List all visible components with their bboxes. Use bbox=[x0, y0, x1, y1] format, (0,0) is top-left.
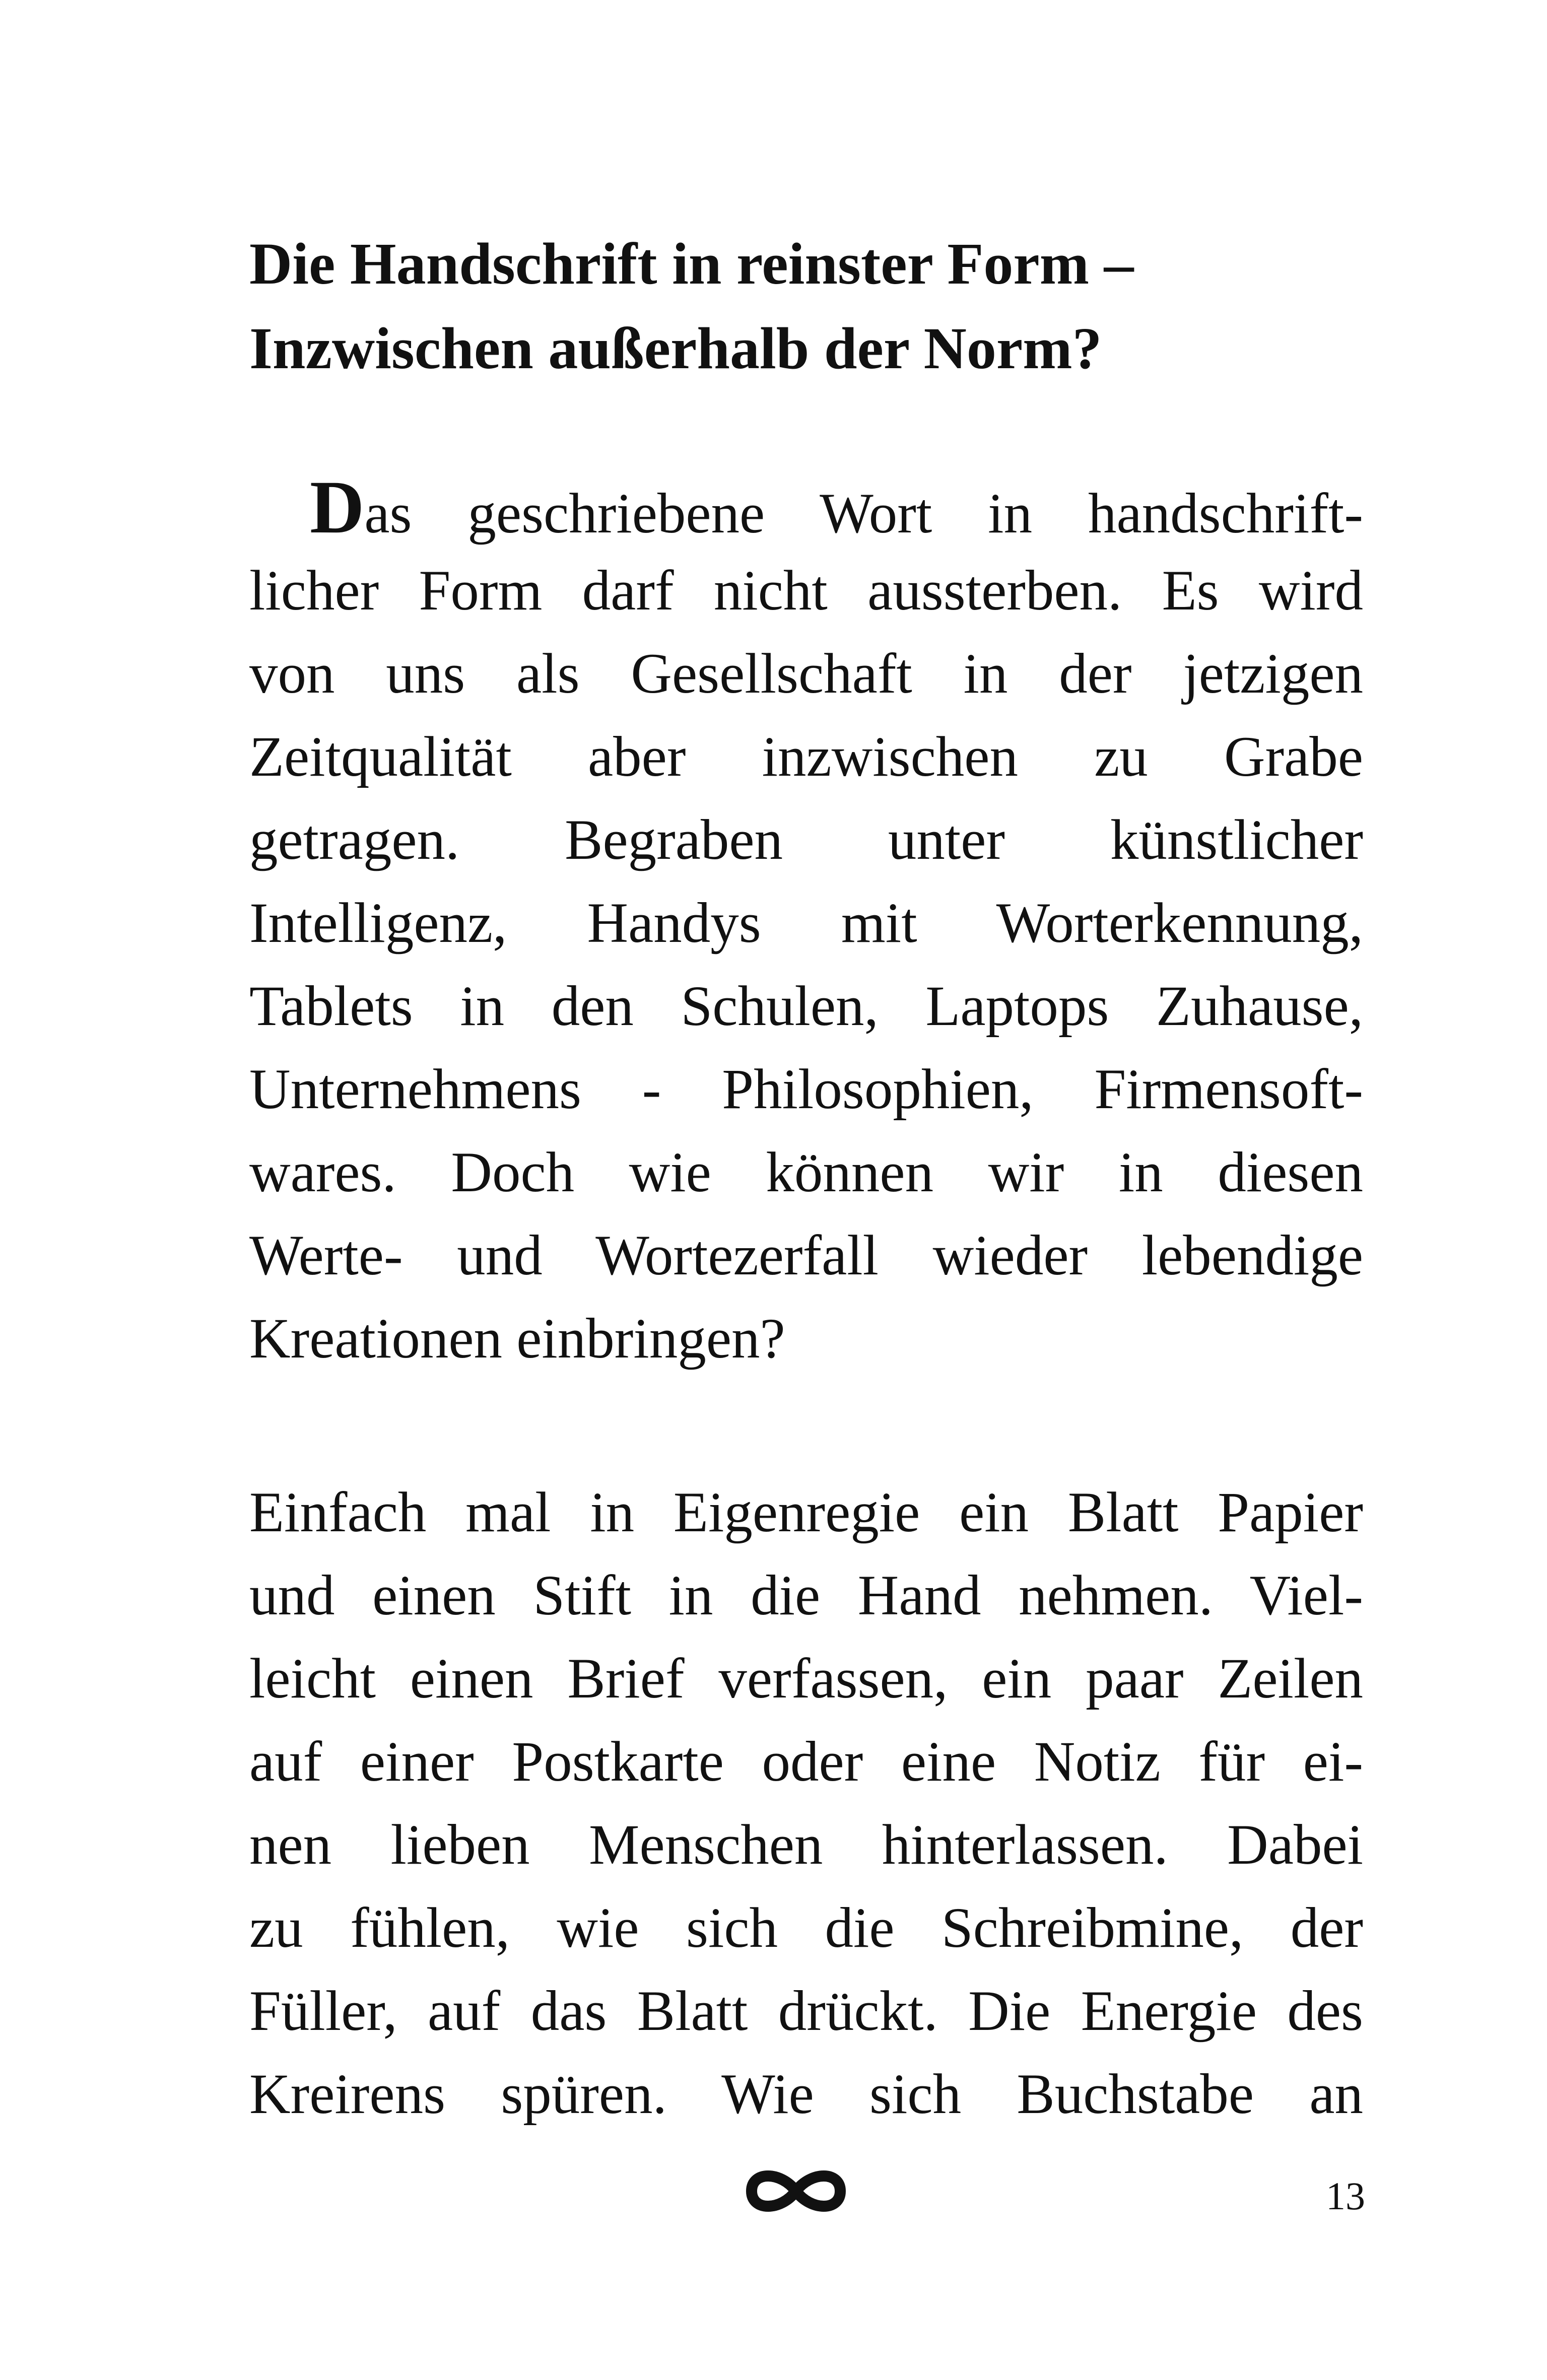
paragraph-2-line: nen lieben Menschen hinterlassen. Dabei bbox=[249, 1813, 1363, 1876]
paragraph-1-line: von uns als Gesellschaft in der jetzigen bbox=[249, 642, 1363, 705]
paragraph-1-first-line-text: as geschriebene Wort in handschrift- bbox=[364, 482, 1363, 545]
paragraph-2-line: und einen Stift in die Hand nehmen. Viel- bbox=[249, 1564, 1363, 1627]
paragraph-1-line: Unternehmens - Philosophien, Firmensoft- bbox=[249, 1058, 1363, 1121]
paragraph-2-line: Einfach mal in Eigenregie ein Blatt Papier bbox=[249, 1481, 1363, 1544]
paragraph-1-line: getragen. Begraben unter künstlicher bbox=[249, 808, 1363, 871]
paragraph-2-line: zu fühlen, wie sich die Schreibmine, der bbox=[249, 1896, 1363, 1959]
heading-line-2: Inzwischen außerhalb der Norm? bbox=[249, 315, 1102, 381]
heading-line-1: Die Handschrift in reinster Form – bbox=[249, 231, 1134, 297]
chapter-heading bbox=[249, 222, 1383, 391]
paragraph-1-line: Intelligenz, Handys mit Worterkennung, bbox=[249, 892, 1363, 955]
paragraph-2 bbox=[249, 1471, 1363, 2136]
page-number: 13 bbox=[1326, 2174, 1365, 2218]
paragraph-2-line: Füller, auf das Blatt drückt. Die Energie des bbox=[249, 1980, 1363, 2043]
paragraph-1 bbox=[249, 466, 1363, 1380]
drop-cap: D bbox=[310, 465, 365, 549]
paragraph-1-line: Tablets in den Schulen, Laptops Zuhause, bbox=[249, 975, 1363, 1038]
paragraph-1-line: wares. Doch wie können wir in diesen bbox=[249, 1141, 1363, 1204]
paragraph-2-line: Kreirens spüren. Wie sich Buchstabe an bbox=[249, 2063, 1363, 2126]
paragraph-1-line: Werte- und Wortezerfall wieder lebendige bbox=[249, 1224, 1363, 1287]
infinity-icon bbox=[741, 2163, 851, 2219]
paragraph-2-line: leicht einen Brief verfassen, ein paar Zeilen bbox=[249, 1647, 1363, 1710]
paragraph-1-line: licher Form darf nicht aussterben. Es wird bbox=[249, 559, 1363, 622]
paragraph-1-line: Zeitqualität aber inzwischen zu Grabe bbox=[249, 725, 1363, 788]
paragraph-2-line: auf einer Postkarte oder eine Notiz für ei- bbox=[249, 1730, 1363, 1793]
paragraph-1-line: Kreationen einbringen? bbox=[249, 1307, 785, 1370]
paragraph-1-line-1 bbox=[249, 466, 1363, 549]
